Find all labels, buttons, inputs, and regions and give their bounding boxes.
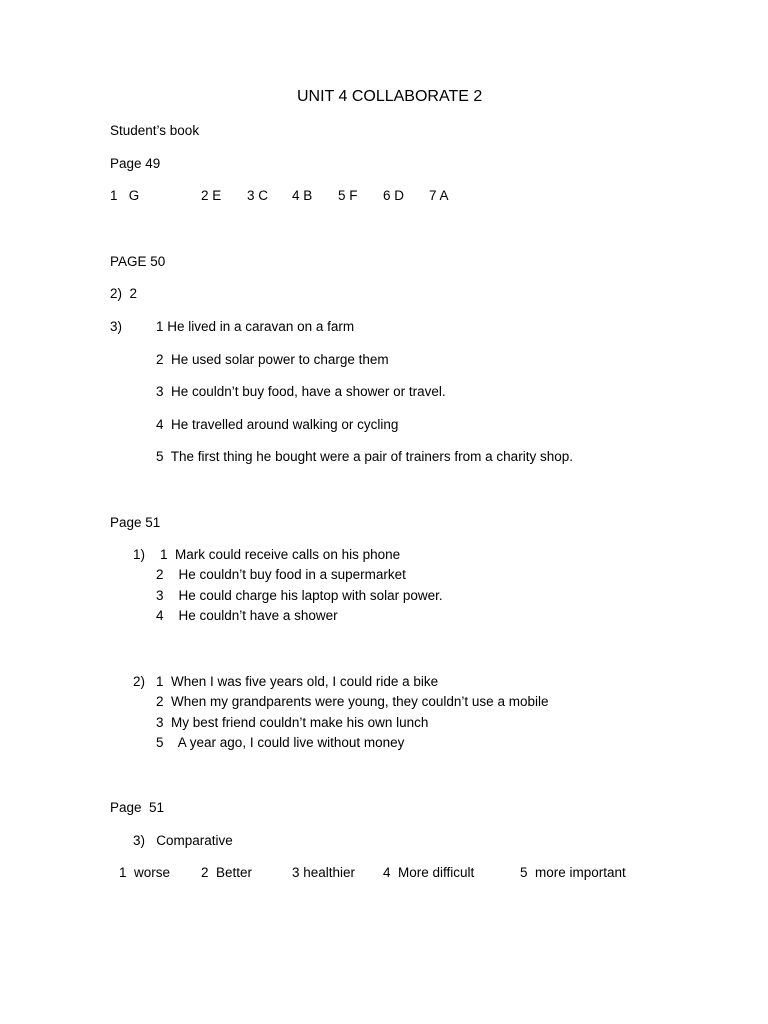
- students-book-label: Student’s book: [110, 123, 200, 138]
- answer-line: 1 When I was five years old, I could ride a bike: [156, 674, 439, 689]
- page-50-heading: PAGE 50: [110, 254, 166, 269]
- exercise-2-answer: 2) 2: [110, 286, 138, 301]
- answer-line: 2 He couldn’t buy food in a supermarket: [156, 567, 406, 582]
- document-title: UNIT 4 COLLABORATE 2: [297, 88, 483, 105]
- exercise-2-number: 2): [133, 674, 146, 689]
- answer-item: 7 A: [429, 188, 449, 203]
- answer-line: 2 He used solar power to charge them: [156, 352, 389, 367]
- answer-item: 2 E: [201, 188, 222, 203]
- answer-line: 4 He travelled around walking or cycling: [156, 417, 399, 432]
- exercise-3-number: 3): [110, 319, 123, 334]
- answer-item: 3 C: [247, 188, 269, 203]
- answer-line: 3 He could charge his laptop with solar power.: [156, 588, 443, 603]
- answer-item: 2 Better: [201, 865, 253, 880]
- exercise-3-heading: 3) Comparative: [133, 833, 233, 848]
- answer-item: 1 G: [110, 188, 140, 203]
- answer-line: 5 A year ago, I could live without money: [156, 735, 405, 750]
- answer-item: 6 D: [383, 188, 405, 203]
- answer-line: 5 The first thing he bought were a pair of trainers from a charity shop.: [156, 449, 573, 464]
- answer-line: 1 Mark could receive calls on his phone: [160, 547, 401, 562]
- answer-item: 5 more important: [520, 865, 626, 880]
- answer-item: 1 worse: [119, 865, 171, 880]
- page-49-heading: Page 49: [110, 156, 161, 171]
- answer-item: 4 More difficult: [383, 865, 475, 880]
- answer-line: 3 He couldn’t buy food, have a shower or travel.: [156, 384, 446, 399]
- answer-line: 4 He couldn’t have a shower: [156, 608, 338, 623]
- answer-item: 4 B: [292, 188, 313, 203]
- answer-line: 2 When my grandparents were young, they couldn’t use a mobile: [156, 694, 549, 709]
- answer-line: 1 He lived in a caravan on a farm: [156, 319, 355, 334]
- answer-line: 3 My best friend couldn’t make his own lunch: [156, 715, 429, 730]
- exercise-1-number: 1): [133, 547, 146, 562]
- answer-item: 3 healthier: [292, 865, 356, 880]
- page-51-second-heading: Page 51: [110, 800, 165, 815]
- answer-item: 5 F: [338, 188, 358, 203]
- page-51-heading: Page 51: [110, 515, 161, 530]
